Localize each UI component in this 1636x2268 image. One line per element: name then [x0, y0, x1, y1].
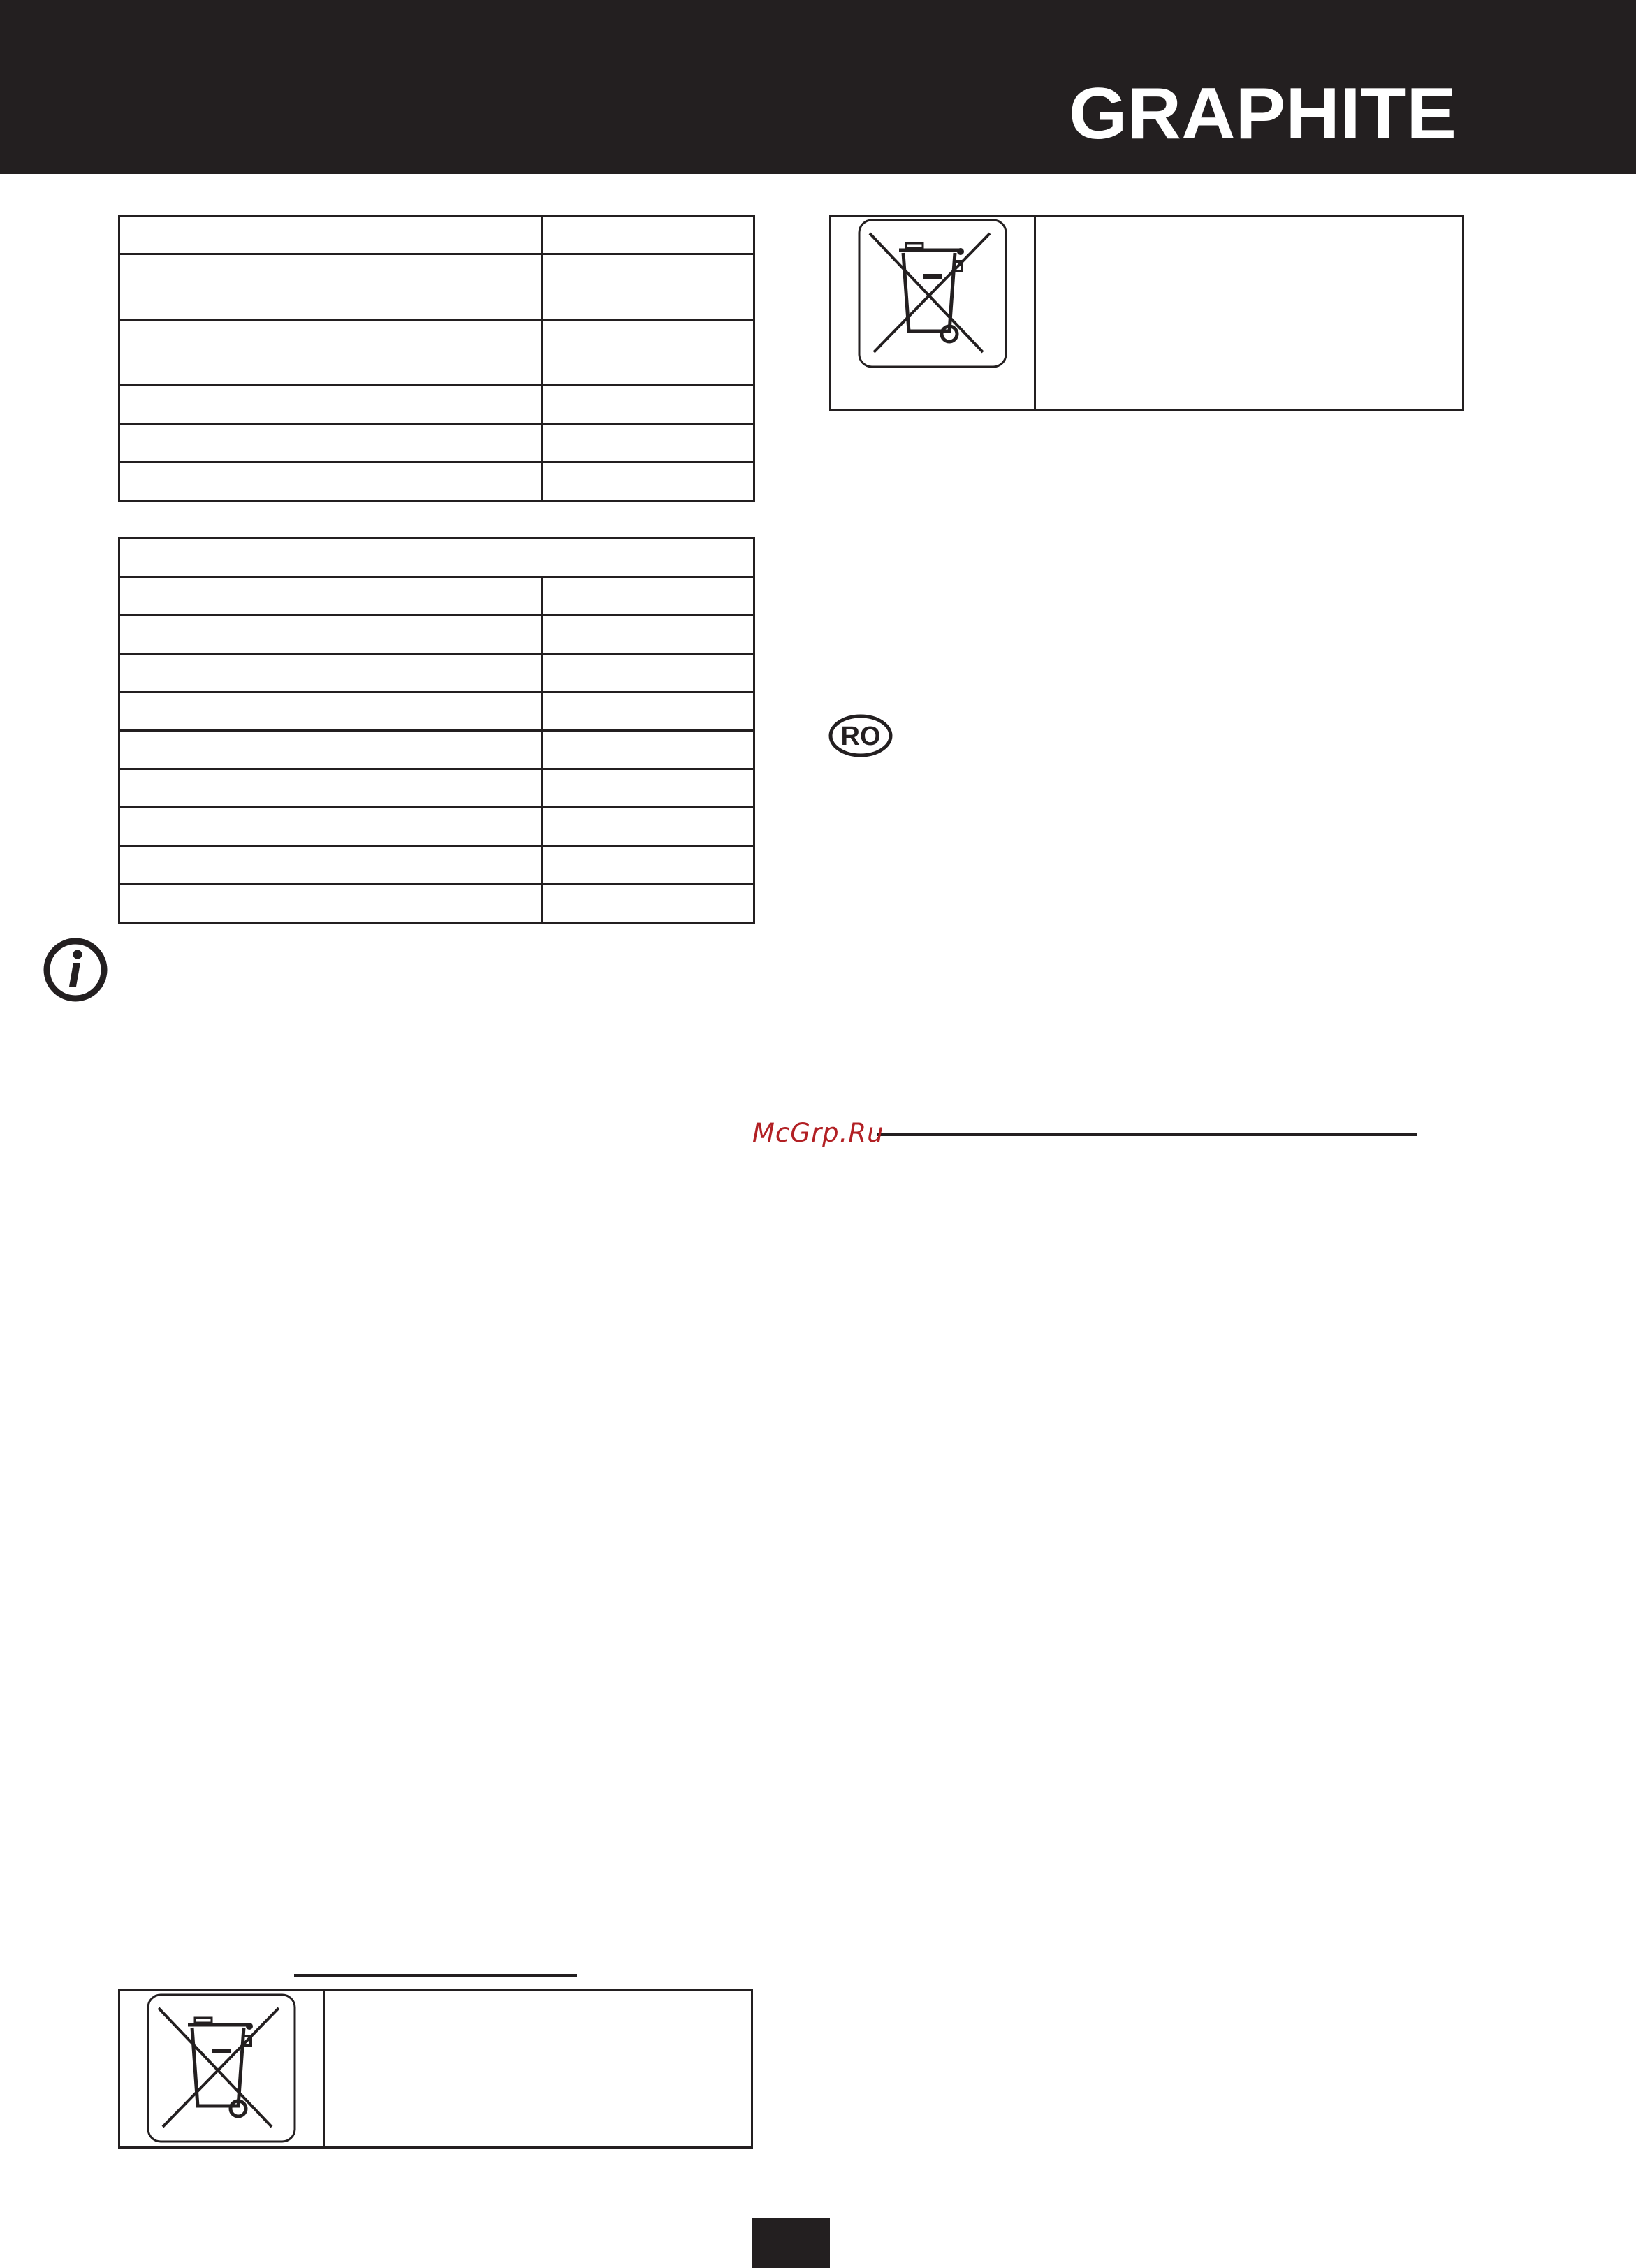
table-cell	[542, 769, 754, 808]
header-bar	[0, 0, 1636, 174]
table-cell	[542, 216, 754, 254]
table-cell	[119, 846, 542, 885]
table-cell	[542, 885, 754, 923]
section-rule	[877, 1133, 1417, 1136]
table-row	[119, 424, 754, 463]
table-cell	[119, 254, 542, 320]
table-cell	[119, 216, 542, 254]
table-cell	[542, 424, 754, 463]
brand-text: GRAPHITE	[1069, 82, 1456, 143]
table-cell	[119, 386, 542, 424]
page-number-tab	[752, 2218, 830, 2268]
spec-table-1	[118, 215, 755, 502]
table-cell	[542, 577, 754, 616]
section-rule	[294, 1974, 577, 1977]
table-cell	[542, 654, 754, 692]
crossed-out-bin-icon	[857, 218, 1008, 369]
table-row	[119, 808, 754, 846]
table-cell	[119, 320, 542, 386]
table-row	[119, 692, 754, 731]
table-row	[119, 386, 754, 424]
language-code: RO	[840, 722, 881, 751]
table-cell	[119, 885, 542, 923]
table-cell	[542, 731, 754, 769]
table-cell	[119, 654, 542, 692]
table-cell	[542, 692, 754, 731]
table-cell	[542, 808, 754, 846]
table-cell	[119, 731, 542, 769]
table-cell	[542, 254, 754, 320]
table-row	[119, 463, 754, 501]
table-cell	[119, 463, 542, 501]
box-divider	[323, 1991, 325, 2146]
table-row	[119, 769, 754, 808]
table-row	[119, 885, 754, 923]
table-row	[119, 577, 754, 616]
box-divider	[1034, 217, 1036, 409]
weee-disposal-box-top	[829, 215, 1464, 411]
table-header-cell	[119, 539, 754, 577]
table-row	[119, 320, 754, 386]
table-cell	[542, 463, 754, 501]
table-cell	[542, 386, 754, 424]
table-cell	[119, 769, 542, 808]
table-row	[119, 846, 754, 885]
table-row	[119, 616, 754, 654]
table-cell	[119, 616, 542, 654]
watermark-text: McGrp.Ru	[752, 1118, 884, 1148]
weee-disposal-box-bottom	[118, 1989, 753, 2149]
info-icon	[43, 938, 108, 1002]
table-row	[119, 216, 754, 254]
spec-table-2	[118, 537, 755, 924]
table-row	[119, 731, 754, 769]
language-badge-icon	[828, 714, 893, 757]
table-cell	[542, 616, 754, 654]
crossed-out-bin-icon	[146, 1993, 297, 2144]
table-cell	[119, 808, 542, 846]
table-cell	[542, 320, 754, 386]
table-cell	[119, 692, 542, 731]
graphite-logo	[1069, 82, 1456, 143]
table-row	[119, 654, 754, 692]
table-cell	[119, 424, 542, 463]
table-row	[119, 254, 754, 320]
table-header-row	[119, 539, 754, 577]
table-cell	[542, 846, 754, 885]
table-cell	[119, 577, 542, 616]
